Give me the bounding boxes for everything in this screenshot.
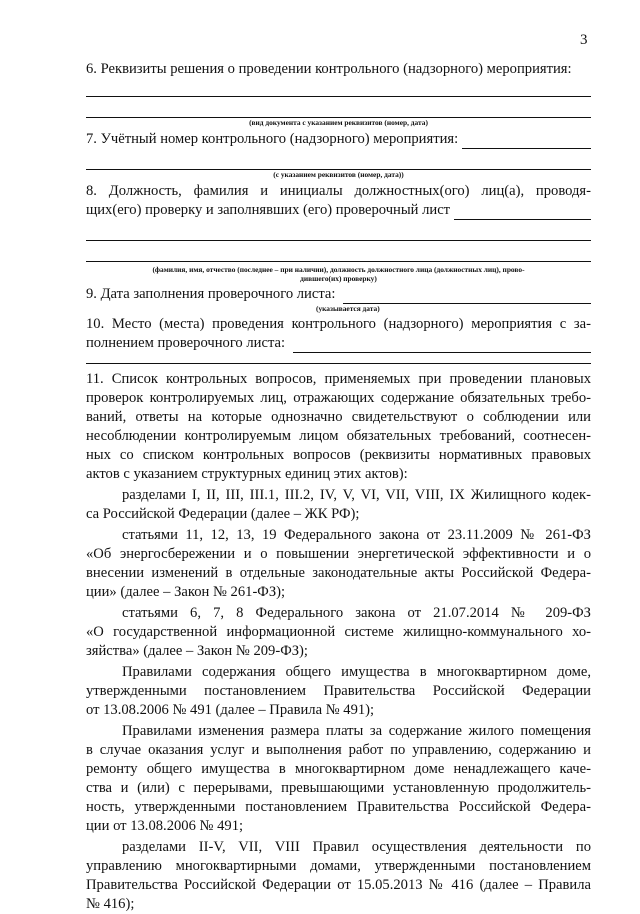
section-6-caption: (вид документа с указанием реквизитов (номер, дата) [249,118,428,127]
document-body [86,60,591,914]
section-9-date-blank[interactable] [343,288,591,304]
section-7-label: 7. Учётный номер контрольного (надзорного) мероприятия: [86,131,459,147]
section-11-intro-line: 11. Список контрольных вопросов, применяемых при проведении плановых [86,371,591,387]
legal-basis-line: от 13.08.2006 № 491 (далее – Правила № 491); [86,702,375,718]
legal-basis-line: разделами II-V, VII, VIII Правил осуществления деятельности по [122,839,591,855]
section-11-intro-line: проверок контролируемых лиц, отражающих содержание обязательных требо- [86,390,591,406]
legal-basis-line: ции» (далее – Закон № 261-ФЗ); [86,584,286,600]
section-6 [86,60,591,127]
legal-basis-line: ремонту общего имущества в многоквартирном доме ненадлежащего каче- [86,761,591,777]
section-11-intro-line: ваний, ответы на которые однозначно свидетельствуют о соблюдении или [86,409,591,425]
legal-basis-line: Правилами изменения размера платы за содержание жилого помещения [122,723,591,739]
section-separator [86,363,591,364]
legal-basis-line: Правительства Российской Федерации от 15.05.2013 № 416 (далее – Правила [86,877,591,893]
section-8-caption-2: дившего(их) проверку) [300,274,377,283]
section-8-blank-line-2[interactable] [86,241,591,262]
legal-basis-item [86,838,591,914]
legal-basis-line: в случае оказания услуг и выполнения работ по управлению, содержанию и [86,742,591,758]
section-7 [86,130,591,179]
section-11-intro-line: несоблюдении контролируемым лицом обязательных требований, соотнесен- [86,428,591,444]
legal-basis-line: Правилами содержания общего имущества в многоквартирном доме, [122,664,591,680]
section-7-caption: (с указанием реквизитов (номер, дата)) [273,170,404,179]
section-7-blank-line[interactable] [86,149,591,170]
section-10-inline-blank[interactable] [293,337,591,353]
legal-basis-line: «О государственной информационной системе жилищно-коммунального хо- [86,624,591,640]
legal-basis-item [86,663,591,720]
legal-basis-line: «Об энергосбережении и о повышении энергетической эффективности и о [86,546,591,562]
section-8-inline-blank[interactable] [454,204,591,220]
legal-basis-item [86,486,591,524]
section-11-intro-line: актов с указанием структурных единиц этих актов): [86,466,408,482]
legal-basis-line: разделами I, II, III, III.1, III.2, IV, V, VI, VII, VIII, IX Жилищного кодек- [122,487,591,503]
legal-basis-item [86,526,591,602]
legal-basis-line: статьями 6, 7, 8 Федерального закона от 21.07.2014 № 209-ФЗ [122,605,591,621]
section-10 [86,315,591,353]
section-11 [86,370,591,914]
section-8-line-1: 8. Должность, фамилия и инициалы должностных(ого) лиц(а), проводя- [86,183,591,199]
legal-basis-line: зяйства» (далее – Закон № 209-ФЗ); [86,643,308,659]
section-10-line-1: 10. Место (места) проведения контрольного (надзорного) мероприятия с за- [86,316,591,332]
section-11-items [86,486,591,914]
page-number: 3 [580,32,588,48]
section-10-line-2: полнением проверочного листа: [86,335,286,351]
legal-basis-line: ства и (или) с перерывами, превышающими установленную продолжитель- [86,780,591,796]
section-9-caption: (указывается дата) [316,304,380,313]
section-8 [86,182,591,283]
legal-basis-line: утвержденными постановлением Правительства Российской Федерации [86,683,591,699]
legal-basis-line: статьями 11, 12, 13, 19 Федерального закона от 23.11.2009 № 261-ФЗ [122,527,591,543]
section-11-intro-line: ных со списком контрольных вопросов (реквизиты нормативных правовых [86,447,591,463]
section-9-label: 9. Дата заполнения проверочного листа: [86,286,336,302]
legal-basis-line: № 416); [86,896,135,912]
section-8-caption-1: (фамилия, имя, отчество (последнее – при наличии), должность должностного лица (должностных лиц), прово- [152,265,525,274]
legal-basis-line: внесении изменений в отдельные законодательные акты Российской Федера- [86,565,591,581]
legal-basis-item [86,604,591,661]
section-6-blank-line-2[interactable] [86,97,591,118]
legal-basis-line: са Российской Федерации (далее – ЖК РФ); [86,506,360,522]
section-8-line-2: щих(его) проверку и заполнявших (его) проверочный лист [86,202,451,218]
section-6-label: 6. Реквизиты решения о проведении контрольного (надзорного) мероприятия: [86,61,572,77]
section-7-inline-blank[interactable] [462,133,591,149]
section-6-blank-line-1[interactable] [86,79,591,97]
section-9 [86,285,591,313]
legal-basis-line: ность, утвержденными постановлением Правительства Российской Федера- [86,799,591,815]
section-11-intro [86,370,591,484]
legal-basis-line: ции от 13.08.2006 № 491; [86,818,244,834]
legal-basis-item [86,722,591,836]
section-8-blank-line-1[interactable] [86,220,591,241]
legal-basis-line: управлению многоквартирными домами, утвержденными постановлением [86,858,591,874]
